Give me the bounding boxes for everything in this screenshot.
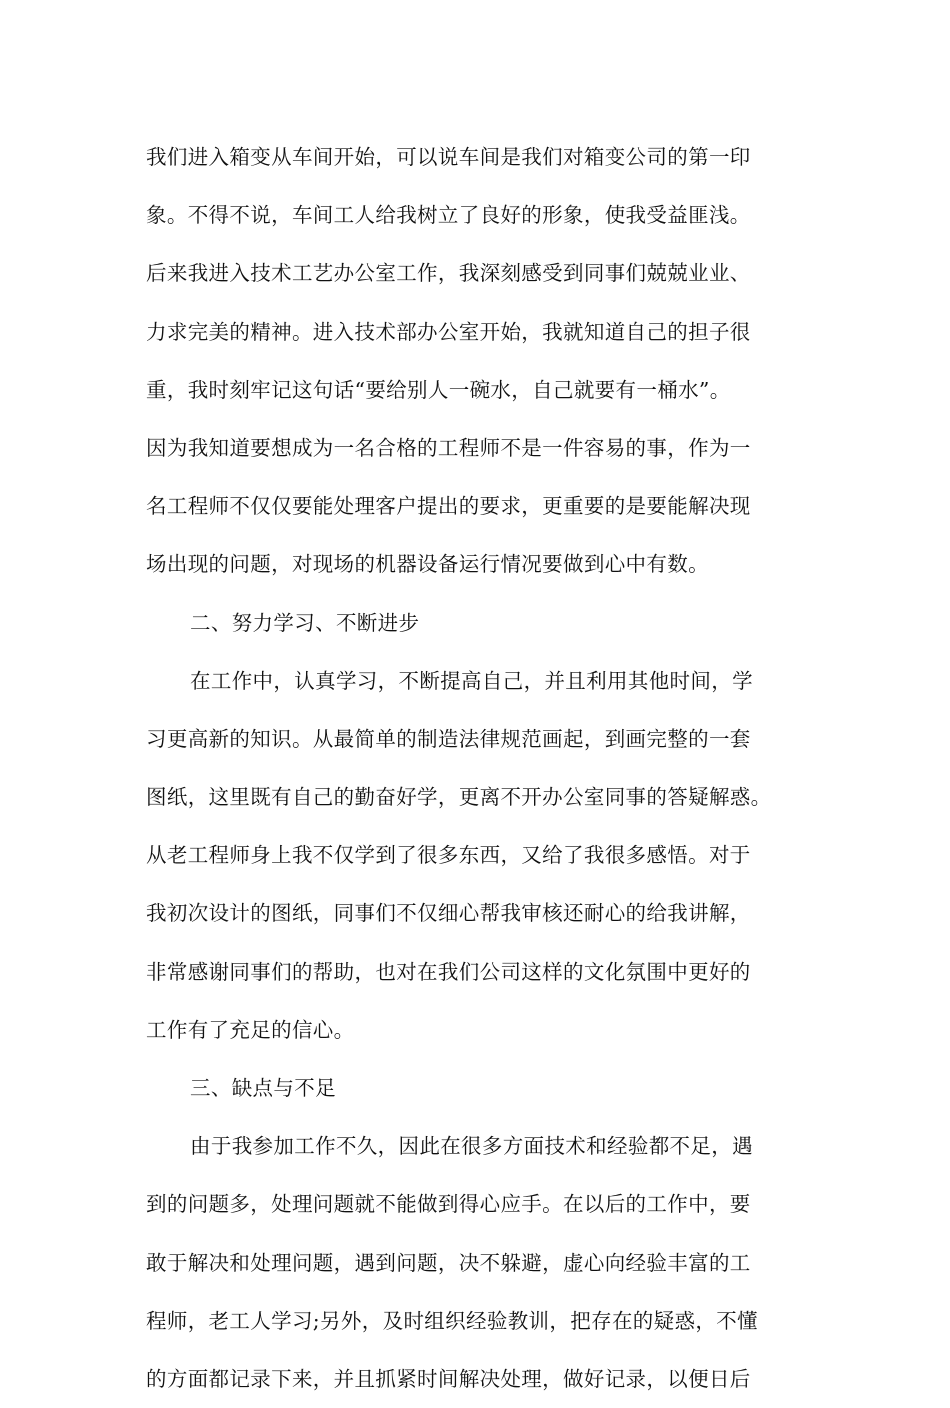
section-heading-study: 二、努力学习、不断进步 (190, 610, 420, 635)
text-line: 从老工程师身上我不仅学到了很多东西，又给了我很多感悟。对于 (146, 843, 751, 868)
text-line: 非常感谢同事们的帮助，也对在我们公司这样的文化氛围中更好的 (146, 959, 751, 984)
text-line: 因为我知道要想成为一名合格的工程师不是一件容易的事，作为一 (146, 435, 751, 460)
text-line: 图纸，这里既有自己的勤奋好学，更离不开办公室同事的答疑解惑。 (146, 785, 772, 810)
text-line: 名工程师不仅仅要能处理客户提出的要求，更重要的是要能解决现 (146, 494, 751, 519)
text-line: 工作有了充足的信心。 (146, 1017, 355, 1042)
text-line: 程师，老工人学习;另外，及时组织经验教训，把存在的疑惑，不懂 (146, 1308, 758, 1333)
text-line: 重，我时刻牢记这句话“要给别人一碗水，自己就要有一桶水”。 (146, 377, 731, 402)
text-line: 后来我进入技术工艺办公室工作，我深刻感受到同事们兢兢业业、 (146, 261, 751, 286)
text-line: 由于我参加工作不久，因此在很多方面技术和经验都不足，遇 (190, 1134, 753, 1159)
text-line: 敢于解决和处理问题，遇到问题，决不躲避，虚心向经验丰富的工 (146, 1250, 751, 1275)
text-line: 场出现的问题，对现场的机器设备运行情况要做到心中有数。 (146, 552, 709, 577)
paragraph-shortcomings (146, 1117, 810, 1408)
text-line: 的方面都记录下来，并且抓紧时间解决处理，做好记录，以便日后 (146, 1366, 751, 1391)
text-line: 我初次设计的图纸，同事们不仅细心帮我审核还耐心的给我讲解， (146, 901, 751, 926)
paragraph-study-progress (146, 652, 810, 1059)
text-line: 我们进入箱变从车间开始，可以说车间是我们对箱变公司的第一印 (146, 145, 751, 169)
text-line: 象。不得不说，车间工人给我树立了良好的形象，使我受益匪浅。 (146, 203, 751, 228)
section-heading-shortcomings: 三、缺点与不足 (190, 1076, 336, 1100)
paragraph-workshop-impression (146, 128, 810, 594)
text-line: 到的问题多，处理问题就不能做到得心应手。在以后的工作中，要 (146, 1192, 751, 1217)
text-line: 力求完美的精神。进入技术部办公室开始，我就知道自己的担子很 (146, 319, 751, 344)
text-line: 习更高新的知识。从最简单的制造法律规范画起，到画完整的一套 (146, 726, 751, 751)
text-line: 在工作中，认真学习，不断提高自己，并且利用其他时间，学 (190, 668, 753, 693)
document-body (146, 128, 810, 1408)
